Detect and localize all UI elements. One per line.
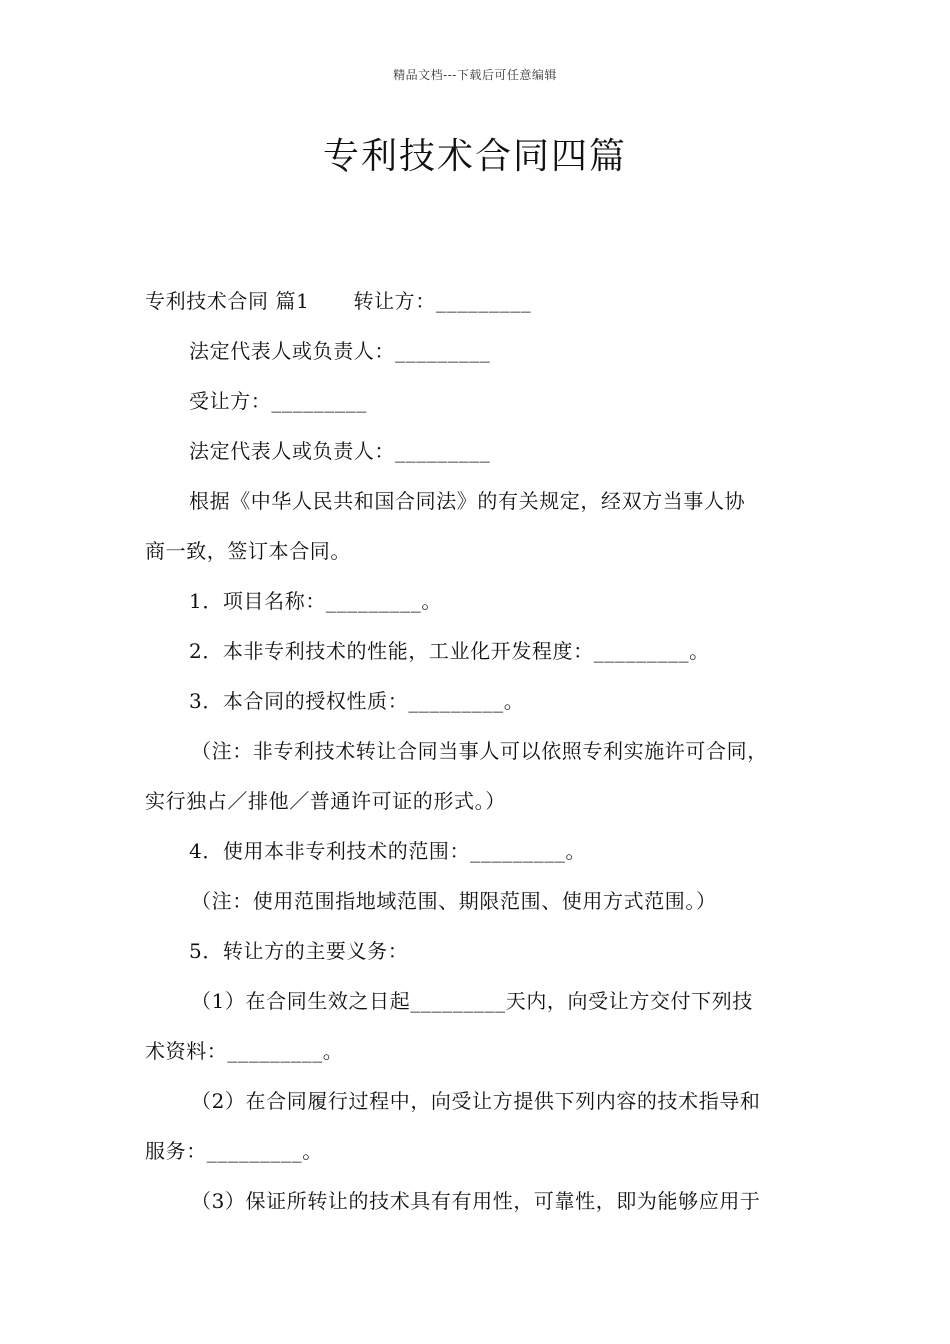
sub-clause-line: 术资料：_________。	[145, 1039, 344, 1063]
note-line: 实行独占／排他／普通许可证的形式。）	[145, 789, 506, 813]
transferor-representative-line: 法定代表人或负责人：_________	[189, 339, 491, 363]
transferee-line: 受让方：_________	[189, 389, 367, 413]
transferee-representative-line: 法定代表人或负责人：_________	[189, 439, 491, 463]
sub-clause-line: （1）在合同生效之日起_________天内，向受让方交付下列技	[191, 989, 753, 1013]
page-header-note: 精品文档---下载后可任意编辑	[393, 68, 557, 82]
clause-item: 3．本合同的授权性质：_________。	[189, 689, 525, 713]
sub-clause-line: （2）在合同履行过程中，向受让方提供下列内容的技术指导和	[191, 1089, 761, 1113]
note-line: （注：使用范围指地域范围、期限范围、使用方式范围。）	[191, 889, 717, 913]
transferor-line: 转让方：_________	[353, 289, 532, 313]
paragraph-line: 根据《中华人民共和国合同法》的有关规定，经双方当事人协	[189, 489, 746, 513]
clause-item: 1．项目名称：_________。	[189, 589, 442, 613]
clause-item: 2．本非专利技术的性能，工业化开发程度：_________。	[189, 639, 710, 663]
paragraph-line: 商一致，签订本合同。	[145, 539, 351, 563]
section-heading: 专利技术合同 篇1	[145, 289, 310, 313]
document-body	[145, 281, 810, 1231]
sub-clause-line: （3）保证所转让的技术具有有用性，可靠性，即为能够应用于	[191, 1189, 761, 1213]
first-line	[145, 281, 810, 331]
sub-clause-line: 服务：_________。	[145, 1139, 323, 1163]
note-line: （注：非专利技术转让合同当事人可以依照专利实施许可合同，	[191, 739, 768, 763]
document-title: 专利技术合同四篇	[322, 136, 627, 177]
clause-item: 5．转让方的主要义务：	[189, 939, 409, 963]
clause-item: 4．使用本非专利技术的范围：_________。	[189, 839, 587, 863]
